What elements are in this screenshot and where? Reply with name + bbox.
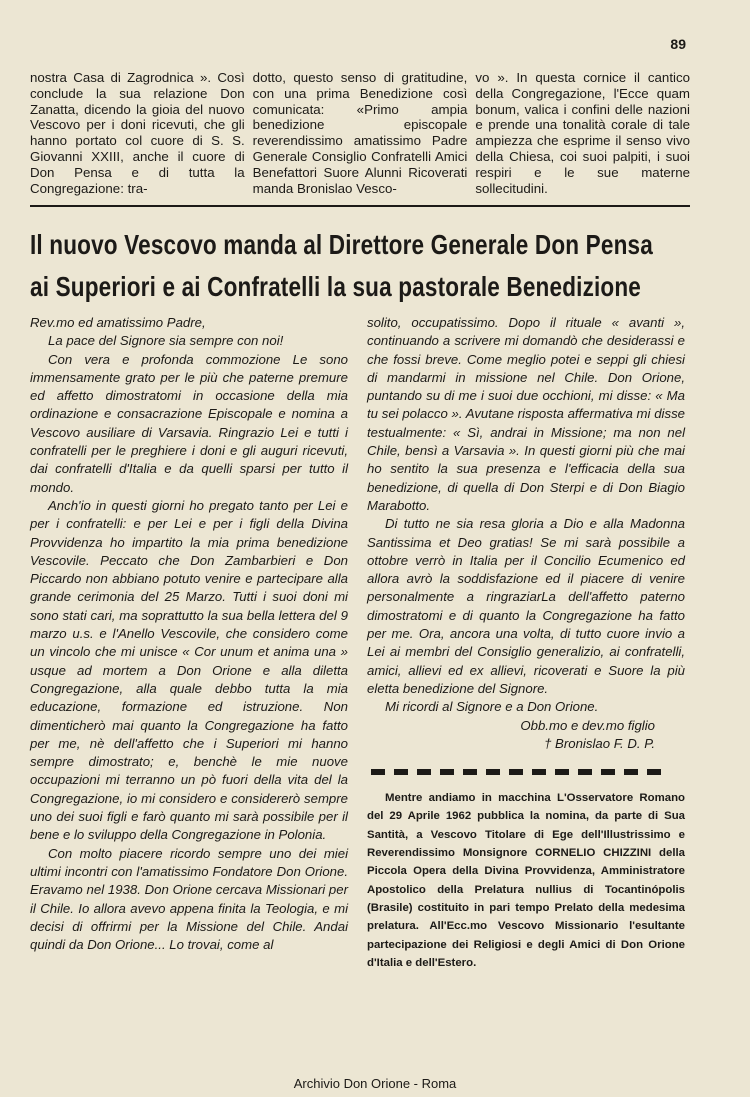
archive-footer: Archivio Don Orione - Roma — [293, 1076, 457, 1091]
letter-column-right — [367, 314, 685, 972]
letter-paragraph: Con vera e profonda commozione Le sono immensamente grato per le più che paterne premure ed affetto dimostratomi in occasione della mia ordinazione e consacrazione Episcopale e nomina a Vescovo ausiliare di Varsavia. Ringrazio Lei e tutti i confratelli per le preghiere i doni e gli auguri ricevuti, dai confratelli d'Italia e da quelli sparsi per tutto il mondo. — [30, 351, 348, 495]
letter-paragraph: Anch'io in questi giorni ho pregato tanto per Lei e per i confratelli: e per Lei e per i figli della Divina Provvidenza ho impartito la mia prima benedizione Vescovile. Peccato che Don Zambarbieri e Don Piccardo non abbiano potuto venire e partecipare alla grande cerimonia del 25 Marzo. Tutti i suoi doni mi sono stati cari, ma soprattutto la sua bella lettera del 9 marzo u.s. e l'Anello Vescovile, che considero come un vincolo che mi unisce « Cor unum et anima una » usque ad mortem a Don Orione e alla diletta Congregazione, alla quale debbo tutta la mia educazione, formazione ed istruzione. Non dimenticherò mai quanto la Congregazione ha fatto per me, nè dell'affetto che i Superiori mi hanno sempre dimostrato; e, benchè le mie nuove occupazioni mi terranno un pò fuori della vita del la Congregazione, io mi considero e considererò sempre uno dei suoi figli e farò quanto mi sarà possibile per il bene e lo sviluppo della Congregazione in Polonia. — [30, 497, 348, 843]
letter-signature: † Bronislao F. D. P. — [544, 735, 655, 751]
dash-mark — [578, 769, 592, 775]
dash-mark — [624, 769, 638, 775]
letter-paragraph: La pace del Signore sia sempre con noi! — [48, 333, 284, 349]
dash-mark — [532, 769, 546, 775]
headline-line-1: Il nuovo Vescovo manda al Direttore Generale Don Pensa — [30, 229, 653, 260]
top-article-columns — [30, 70, 690, 196]
dash-mark — [417, 769, 431, 775]
dash-mark — [394, 769, 408, 775]
top-column-2: dotto, questo senso di gratitudine, con una prima Benedizione così comunicata: «Primo ampia benedizione episcopale reverendissimo amatissimo Padre Generale Consiglio Confratelli Amici Benefattori Suore Alunni Ricoverati manda Bronislao Vesco- — [252, 70, 468, 196]
letter-paragraph: solito, occupatissimo. Dopo il rituale « avanti », continuando a scrivere mi domandò che desiderassi e che fossi breve. Come meglio potei e seppi gli chiesi di mandarmi in missione nel Chile. Don Orione, puntando su di me i suoi due occhioni, mi disse: « Ma tu sei polacco ». Avutane risposta affermativa mi disse testualmente: « Sì, andrai in Missione; ma non nel Chile, bensì a Varsavia ». In questi giorni più che mai ho sentito la sua presenza e l'efficacia della sua benedizione, di quella di Don Sterpi e di Don Biagio Marabotto. — [367, 315, 685, 513]
dash-mark — [371, 769, 385, 775]
dash-mark — [647, 769, 661, 775]
dash-mark — [509, 769, 523, 775]
dash-mark — [486, 769, 500, 775]
news-announcement: Mentre andiamo in macchina L'Osservatore Romano del 29 Aprile 1962 pubblica la nomina, da parte di Sua Santità, a Vescovo Titolare di Ege dell'Illustrissimo e Reverendissimo Monsignore CORNELIO CHIZZINI della Piccola Opera della Divina Provvidenza, Amministratore Apostolico della Prelatura nullius di Tocantinópolis (Brasile) costituito in pari tempo Prelato della medesima prelatura. All'Ecc.mo Vescovo Missionario l'esultante partecipazione dei Religiosi e degli Amici di Don Orione d'Italia e dell'Estero. — [367, 792, 685, 969]
headline-line-2: ai Superiori e ai Confratelli la sua pastorale Benedizione — [30, 271, 642, 302]
article-headline — [30, 224, 653, 308]
dash-mark — [440, 769, 454, 775]
letter-closing: Obb.mo e dev.mo figlio — [520, 717, 655, 733]
letter-paragraph: Con molto piacere ricordo sempre uno dei miei ultimi incontri con l'amatissimo Fondatore Don Orione. Eravamo nel 1938. Don Orione cercava Missionari per il Chile. Io allora avevo appena finita la Teologia, e mi decisi di offrirmi per la Missione del Chile. Andai quindi da Don Orione... Lo trovai, come al — [30, 845, 348, 953]
section-divider — [30, 205, 690, 207]
dash-mark — [463, 769, 477, 775]
letter-column-left — [30, 314, 348, 954]
dash-mark — [555, 769, 569, 775]
letter-paragraph: Di tutto ne sia resa gloria a Dio e alla Madonna Santissima et Deo gratias! Se mi sarà possibile a ottobre verrò in Italia per il Concilio Ecumenico ed allora avrò la soddisfazione ed il piacere di venire personalmente a ringraziarLa dell'affetto paterno dimostratomi e di quanto la Congregazione ha fatto per me. Ora, ancora una volta, di tutto cuore invio a Lei ai membri del Consiglio generalizio, ai confratelli, amici, allievi ed ex allievi, ricoverati e Suore la più eletta benedizione del Signore. — [367, 516, 685, 696]
letter-paragraph: Mi ricordi al Signore e a Don Orione. — [385, 699, 599, 715]
dash-separator — [371, 769, 685, 775]
dash-mark — [601, 769, 615, 775]
top-column-3: vo ». In questa cornice il cantico della Congregazione, l'Ecce quam bonum, valica i confini delle nazioni e prende una tonalità corale di tale ampiezza che esprime il senso vivo della Chiesa, coi suoi palpiti, i suoi respiri e le sue materne sollecitudini. — [475, 70, 691, 196]
letter-salutation: Rev.mo ed amatissimo Padre, — [30, 315, 206, 330]
top-column-1: nostra Casa di Zagrodnica ». Così conclude la sua relazione Don Zanatta, dicendo la gioia del nuovo Vescovo per i doni ricevuti, che gli hanno portato col cuore di S. S. Giovanni XXIII, anche il cuore di Don Pensa e di tutta la Congregazione: tra- — [30, 70, 245, 196]
page-number: 89 — [670, 36, 686, 52]
